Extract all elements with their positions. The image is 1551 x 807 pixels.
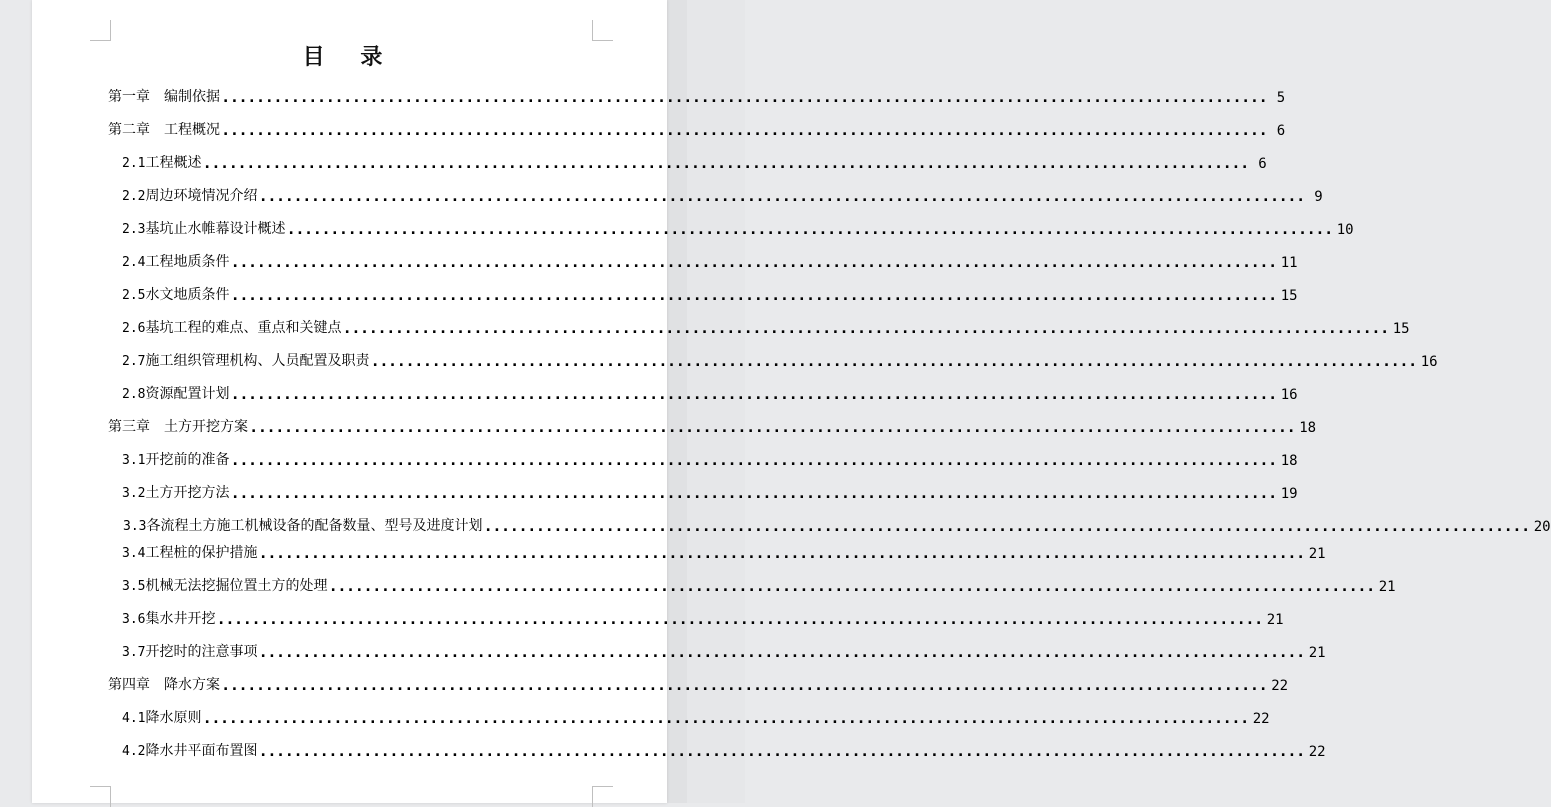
toc-entry-text: 编制依据	[164, 89, 220, 105]
toc-entry[interactable]	[122, 350, 1438, 370]
toc-entry-number: 第一章	[108, 89, 150, 105]
toc-page-number: 15	[1392, 321, 1410, 337]
toc-entry[interactable]	[122, 449, 1298, 469]
left-canvas-margin	[0, 0, 32, 803]
toc-page-number: 19	[1280, 486, 1298, 502]
toc-entry-label	[122, 542, 257, 562]
toc-page-number: 15	[1280, 288, 1298, 304]
toc-entry-label	[122, 608, 215, 628]
toc-page-number: 16	[1420, 354, 1438, 370]
toc-entry-text: 水文地质条件	[145, 287, 230, 303]
toc-page-number: 18	[1299, 420, 1317, 436]
toc-entry[interactable]	[122, 284, 1298, 304]
toc-entry-label	[122, 740, 257, 760]
toc-entry-label	[123, 515, 482, 535]
toc-entry-text: 各流程土方施工机械设备的配备数量、型号及进度计划	[146, 518, 483, 534]
toc-entry[interactable]	[122, 740, 1326, 760]
toc-entry[interactable]	[122, 608, 1284, 628]
document-page[interactable]	[32, 0, 1551, 803]
toc-entry-number: 3.6	[122, 612, 146, 627]
toc-dot-leader: ........................................................................................................................	[485, 519, 1532, 535]
toc-entry-label	[122, 575, 327, 595]
toc-entry-number: 2.6	[122, 321, 146, 336]
toc-entry-text: 土方开挖方法	[145, 485, 230, 501]
toc-page-number: 10	[1336, 222, 1354, 238]
toc-entry-number: 2.5	[122, 288, 146, 303]
toc-entry[interactable]	[122, 251, 1298, 271]
toc-entry-text: 工程地质条件	[145, 254, 230, 270]
toc-page-number: 21	[1308, 645, 1326, 661]
toc-entry[interactable]	[122, 707, 1270, 727]
toc-title: 目 录	[302, 45, 397, 70]
toc-page-number: 22	[1271, 678, 1289, 694]
toc-dot-leader: ........................................................................................................................	[330, 579, 1377, 595]
toc-dot-leader: ........................................................................................................................	[223, 123, 1270, 139]
toc-entry-number: 2.1	[122, 156, 146, 171]
toc-entry-text: 集水井开挖	[145, 611, 216, 627]
toc-entry-number: 4.2	[122, 744, 146, 759]
toc-entry-text: 工程桩的保护措施	[145, 545, 258, 561]
toc-entry-number: 2.3	[122, 222, 146, 237]
toc-page-number: 20	[1533, 519, 1551, 535]
toc-entry-text: 土方开挖方案	[164, 419, 248, 435]
toc-dot-leader: ........................................................................................................................	[372, 354, 1419, 370]
toc-page-number: 21	[1266, 612, 1284, 628]
toc-entry[interactable]	[122, 482, 1298, 502]
toc-entry[interactable]	[123, 515, 1551, 535]
toc-dot-leader: ........................................................................................................................	[223, 90, 1270, 106]
toc-entry-number: 3.3	[123, 519, 147, 534]
toc-dot-leader: ........................................................................................................................	[232, 288, 1279, 304]
toc-entry-text: 开挖时的注意事项	[145, 644, 258, 660]
toc-entry-label	[122, 707, 201, 727]
toc-dot-leader: ........................................................................................................................	[204, 156, 1251, 172]
toc-entry[interactable]	[122, 542, 1326, 562]
crop-mark-top-left	[90, 20, 111, 41]
toc-page-number: 6	[1258, 156, 1267, 172]
toc-entry-text: 基坑工程的难点、重点和关键点	[145, 320, 342, 336]
toc-page-number: 11	[1280, 255, 1298, 271]
toc-entry[interactable]	[122, 317, 1410, 337]
toc-entry-label	[122, 317, 341, 337]
toc-page-number: 18	[1280, 453, 1298, 469]
toc-entry-number: 第二章	[108, 122, 150, 138]
toc-page-number: 6	[1276, 123, 1286, 139]
toc-dot-leader: ........................................................................................................................	[288, 222, 1335, 238]
toc-entry-label	[122, 383, 229, 403]
toc-entry[interactable]	[122, 152, 1267, 172]
toc-entry-label	[122, 152, 201, 172]
crop-mark-top-right	[592, 20, 613, 41]
toc-dot-leader: ........................................................................................................................	[260, 645, 1307, 661]
toc-page-number: 22	[1252, 711, 1270, 727]
toc-entry-label	[122, 641, 257, 661]
toc-dot-leader: ........................................................................................................................	[223, 678, 1270, 694]
toc-entry[interactable]	[122, 575, 1396, 595]
toc-entry-text: 降水井平面布置图	[145, 743, 258, 759]
toc-page-number: 9	[1314, 189, 1323, 205]
toc-entry[interactable]	[108, 416, 1317, 436]
toc-entry-number: 第三章	[108, 419, 150, 435]
toc-entry-number: 3.4	[122, 546, 146, 561]
toc-entry-label	[108, 86, 220, 106]
toc-page-number: 16	[1280, 387, 1298, 403]
toc-entry-number: 3.2	[122, 486, 146, 501]
toc-entry-text: 开挖前的准备	[145, 452, 230, 468]
toc-entry-label	[108, 416, 248, 436]
toc-page-number: 22	[1308, 744, 1326, 760]
toc-dot-leader: ........................................................................................................................	[218, 612, 1265, 628]
toc-entry[interactable]	[122, 641, 1326, 661]
toc-entry-text: 周边环境情况介绍	[145, 188, 258, 204]
toc-entry[interactable]	[108, 674, 1289, 694]
toc-entry-label	[108, 119, 220, 139]
toc-entry-label	[122, 251, 229, 271]
toc-entry-text: 机械无法挖掘位置土方的处理	[145, 578, 328, 594]
toc-dot-leader: ........................................................................................................................	[260, 189, 1307, 205]
toc-entry-number: 3.5	[122, 579, 146, 594]
toc-entry-number: 4.1	[122, 711, 146, 726]
toc-entry[interactable]	[122, 383, 1298, 403]
toc-dot-leader: ........................................................................................................................	[260, 744, 1307, 760]
toc-entry[interactable]	[108, 86, 1286, 106]
toc-entry-number: 2.4	[122, 255, 146, 270]
toc-entry-text: 降水原则	[145, 710, 202, 726]
toc-page-number: 5	[1276, 90, 1286, 106]
toc-entry-number: 2.2	[122, 189, 146, 204]
toc-entry-label	[122, 284, 229, 304]
toc-dot-leader: ........................................................................................................................	[232, 453, 1279, 469]
toc-entry-number: 3.1	[122, 453, 146, 468]
toc-page-number: 21	[1378, 579, 1396, 595]
toc-entry-text: 基坑止水帷幕设计概述	[145, 221, 286, 237]
toc-entry-text: 工程概述	[145, 155, 202, 171]
toc-entry-number: 第四章	[108, 677, 150, 693]
toc-entry-text: 降水方案	[164, 677, 220, 693]
toc-entry[interactable]	[122, 218, 1354, 238]
toc-dot-leader: ........................................................................................................................	[260, 546, 1307, 562]
toc-entry[interactable]	[122, 185, 1323, 205]
toc-dot-leader: ........................................................................................................................	[344, 321, 1391, 337]
toc-entry-text: 工程概况	[164, 122, 220, 138]
toc-dot-leader: ........................................................................................................................	[232, 255, 1279, 271]
toc-entry-number: 2.7	[122, 354, 146, 369]
toc-entry-label	[122, 482, 229, 502]
toc-entry-number: 3.7	[122, 645, 146, 660]
crop-mark-bottom-right	[592, 786, 613, 807]
toc-dot-leader: ........................................................................................................................	[232, 387, 1279, 403]
toc-dot-leader: ........................................................................................................................	[204, 711, 1251, 727]
toc-dot-leader: ........................................................................................................................	[251, 420, 1298, 436]
toc-entry-label	[122, 350, 369, 370]
crop-mark-bottom-left	[90, 786, 111, 807]
toc-entry[interactable]	[108, 119, 1286, 139]
toc-entry-number: 2.8	[122, 387, 146, 402]
toc-dot-leader: ........................................................................................................................	[232, 486, 1279, 502]
toc-entry-label	[108, 674, 220, 694]
toc-entry-label	[122, 218, 285, 238]
toc-entry-label	[122, 185, 257, 205]
toc-page-number: 21	[1308, 546, 1326, 562]
toc-entry-text: 资源配置计划	[145, 386, 230, 402]
toc-entry-text: 施工组织管理机构、人员配置及职责	[145, 353, 370, 369]
toc-entry-label	[122, 449, 229, 469]
